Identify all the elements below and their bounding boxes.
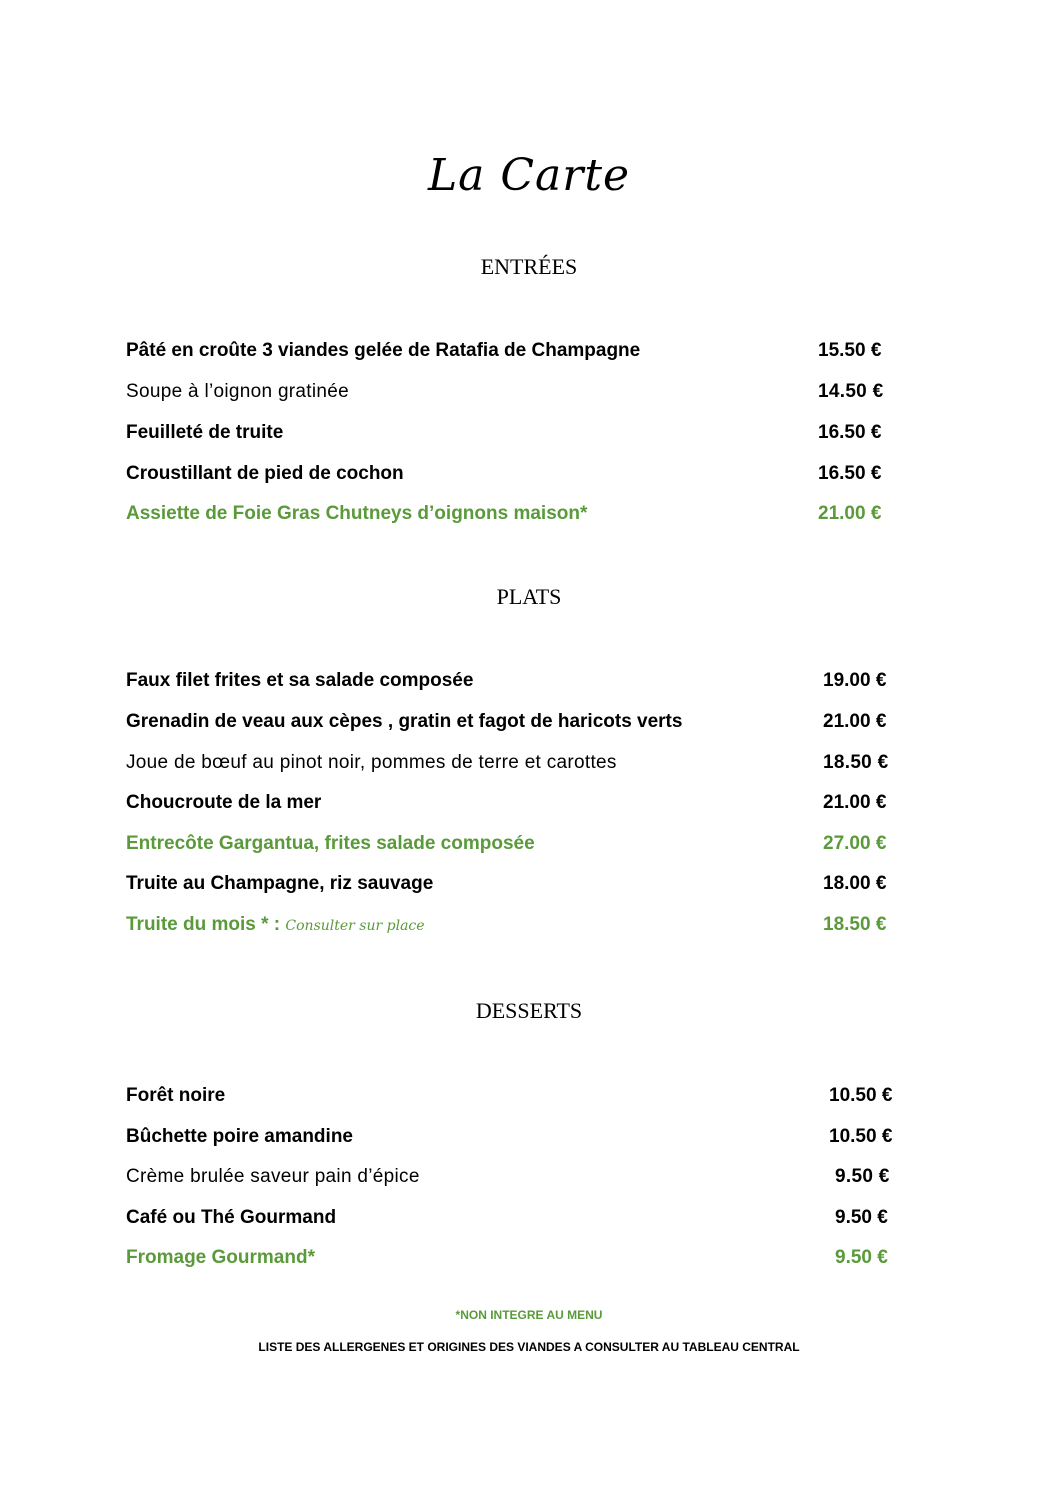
menu-item-price: 21.00 € <box>818 503 882 524</box>
menu-item-name <box>126 911 425 940</box>
menu-item-name: Croustillant de pied de cochon <box>126 463 404 484</box>
menu-item-name: Joue de bœuf au pinot noir, pommes de terre et carottes <box>126 752 617 773</box>
menu-item <box>126 708 1058 736</box>
menu-item-name: Entrecôte Gargantua, frites salade composée <box>126 833 535 854</box>
menu-item-name: Fromage Gourmand* <box>126 1247 315 1268</box>
menu-item-price: 27.00 € <box>823 833 887 854</box>
menu-item <box>126 1123 1058 1151</box>
page-title: La Carte <box>427 150 631 201</box>
menu-item-name: Soupe à l’oignon gratinée <box>126 381 350 402</box>
menu-item <box>126 460 1058 488</box>
menu-item <box>126 378 1058 406</box>
menu-item-price: 18.00 € <box>823 873 887 894</box>
menu-item-highlight <box>126 500 1058 528</box>
section-title-desserts: DESSERTS <box>475 998 583 1023</box>
menu-item-name: Choucroute de la mer <box>126 792 322 813</box>
menu-item <box>126 419 1058 447</box>
menu-item <box>126 667 1058 695</box>
menu-item-price: 16.50 € <box>818 422 882 443</box>
menu-item-name: Truite au Champagne, riz sauvage <box>126 873 434 894</box>
menu-item-price: 18.50 € <box>823 914 887 935</box>
menu-item <box>126 870 1058 898</box>
menu-item <box>126 749 1058 777</box>
menu-item-name: Crème brulée saveur pain d’épice <box>126 1166 420 1187</box>
section-title-entrees: ENTRÉES <box>480 254 578 279</box>
menu-item-name: Faux filet frites et sa salade composée <box>126 670 474 691</box>
menu-item-price: 15.50 € <box>818 340 882 361</box>
menu-item-name: Café ou Thé Gourmand <box>126 1207 337 1228</box>
menu-item-price: 16.50 € <box>818 463 882 484</box>
menu-item-price: 18.50 € <box>823 752 889 773</box>
menu-item-highlight <box>126 911 1058 939</box>
footer-note: *NON INTEGRE AU MENU <box>455 1308 603 1322</box>
menu-item-highlight <box>126 1244 1058 1272</box>
menu-item-price: 21.00 € <box>823 711 887 732</box>
menu-item-price: 9.50 € <box>835 1166 890 1187</box>
menu-item-name: Forêt noire <box>126 1085 226 1106</box>
menu-item <box>126 337 1058 365</box>
menu-item <box>126 1204 1058 1232</box>
menu-item-price: 19.00 € <box>823 670 887 691</box>
menu-item <box>126 1082 1058 1110</box>
menu-item-note: Consulter sur place <box>285 918 425 934</box>
menu-item-name: Pâté en croûte 3 viandes gelée de Ratafia de Champagne <box>126 340 641 361</box>
menu-item-name: Assiette de Foie Gras Chutneys d’oignons maison* <box>126 503 588 524</box>
menu-item <box>126 789 1058 817</box>
menu-item-name-text: Truite du mois * : <box>126 914 286 935</box>
menu-item-name: Grenadin de veau aux cèpes , gratin et fagot de haricots verts <box>126 711 683 732</box>
menu-item-price: 14.50 € <box>818 381 884 402</box>
allergens-note: LISTE DES ALLERGENES ET ORIGINES DES VIANDES A CONSULTER AU TABLEAU CENTRAL <box>258 1340 800 1354</box>
menu-item-name: Feuilleté de truite <box>126 422 284 443</box>
menu-item-price: 21.00 € <box>823 792 887 813</box>
menu-item-price: 9.50 € <box>835 1247 888 1268</box>
section-title-plats: PLATS <box>496 584 562 609</box>
menu-item-price: 10.50 € <box>829 1126 893 1147</box>
menu-item-highlight <box>126 830 1058 858</box>
menu-item <box>126 1163 1058 1191</box>
menu-item-price: 9.50 € <box>835 1207 888 1228</box>
menu-item-name: Bûchette poire amandine <box>126 1126 353 1147</box>
menu-item-price: 10.50 € <box>829 1085 893 1106</box>
